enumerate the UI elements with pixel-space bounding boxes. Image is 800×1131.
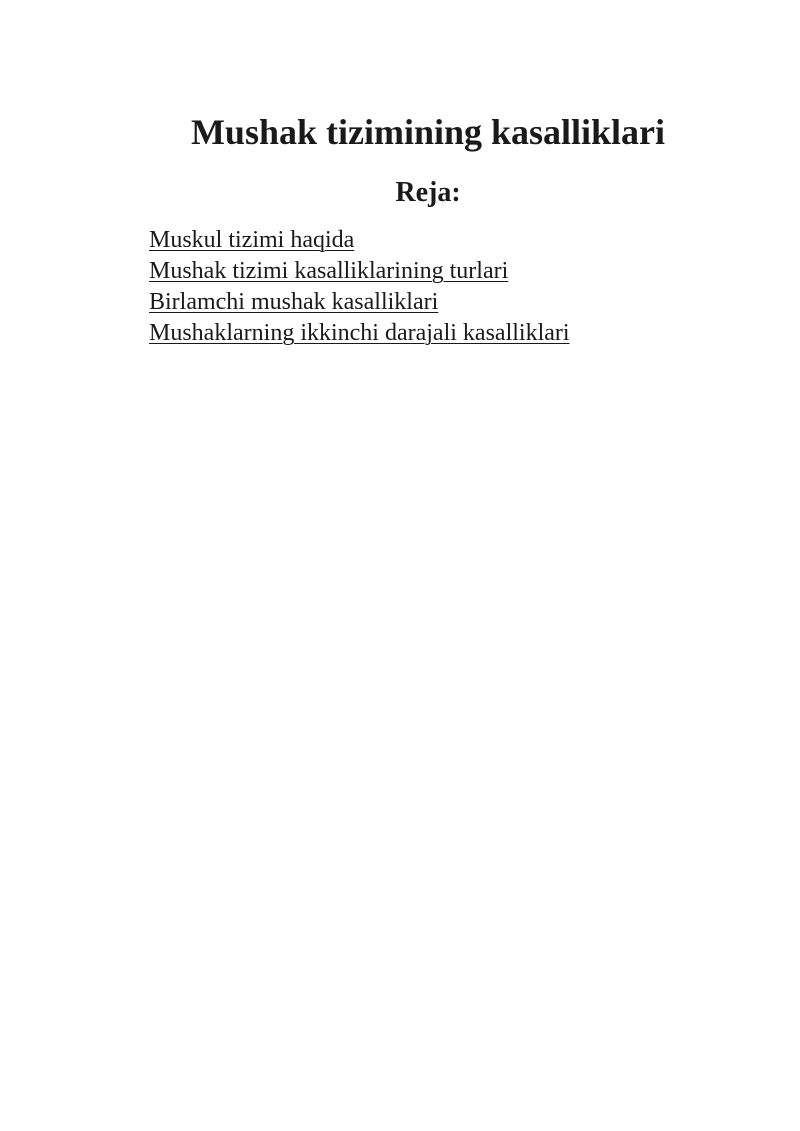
plan-link-ikkinchi-darajali-kasalliklar[interactable]: Mushaklarning ikkinchi darajali kasalliklari (149, 320, 570, 346)
plan-list-item (149, 225, 570, 256)
plan-list-item (149, 287, 570, 318)
document-title: Mushak tizimining kasalliklari (190, 112, 666, 152)
plan-list-item (149, 318, 570, 349)
plan-link-muskul-tizimi[interactable]: Muskul tizimi haqida (149, 227, 355, 253)
plan-link-kasalliklar-turlari[interactable]: Mushak tizimi kasalliklarining turlari (149, 258, 509, 284)
plan-list-item (149, 256, 570, 287)
plan-link-birlamchi-kasalliklar[interactable]: Birlamchi mushak kasalliklari (149, 289, 439, 315)
plan-heading: Reja: (395, 177, 461, 208)
plan-list (149, 225, 570, 349)
